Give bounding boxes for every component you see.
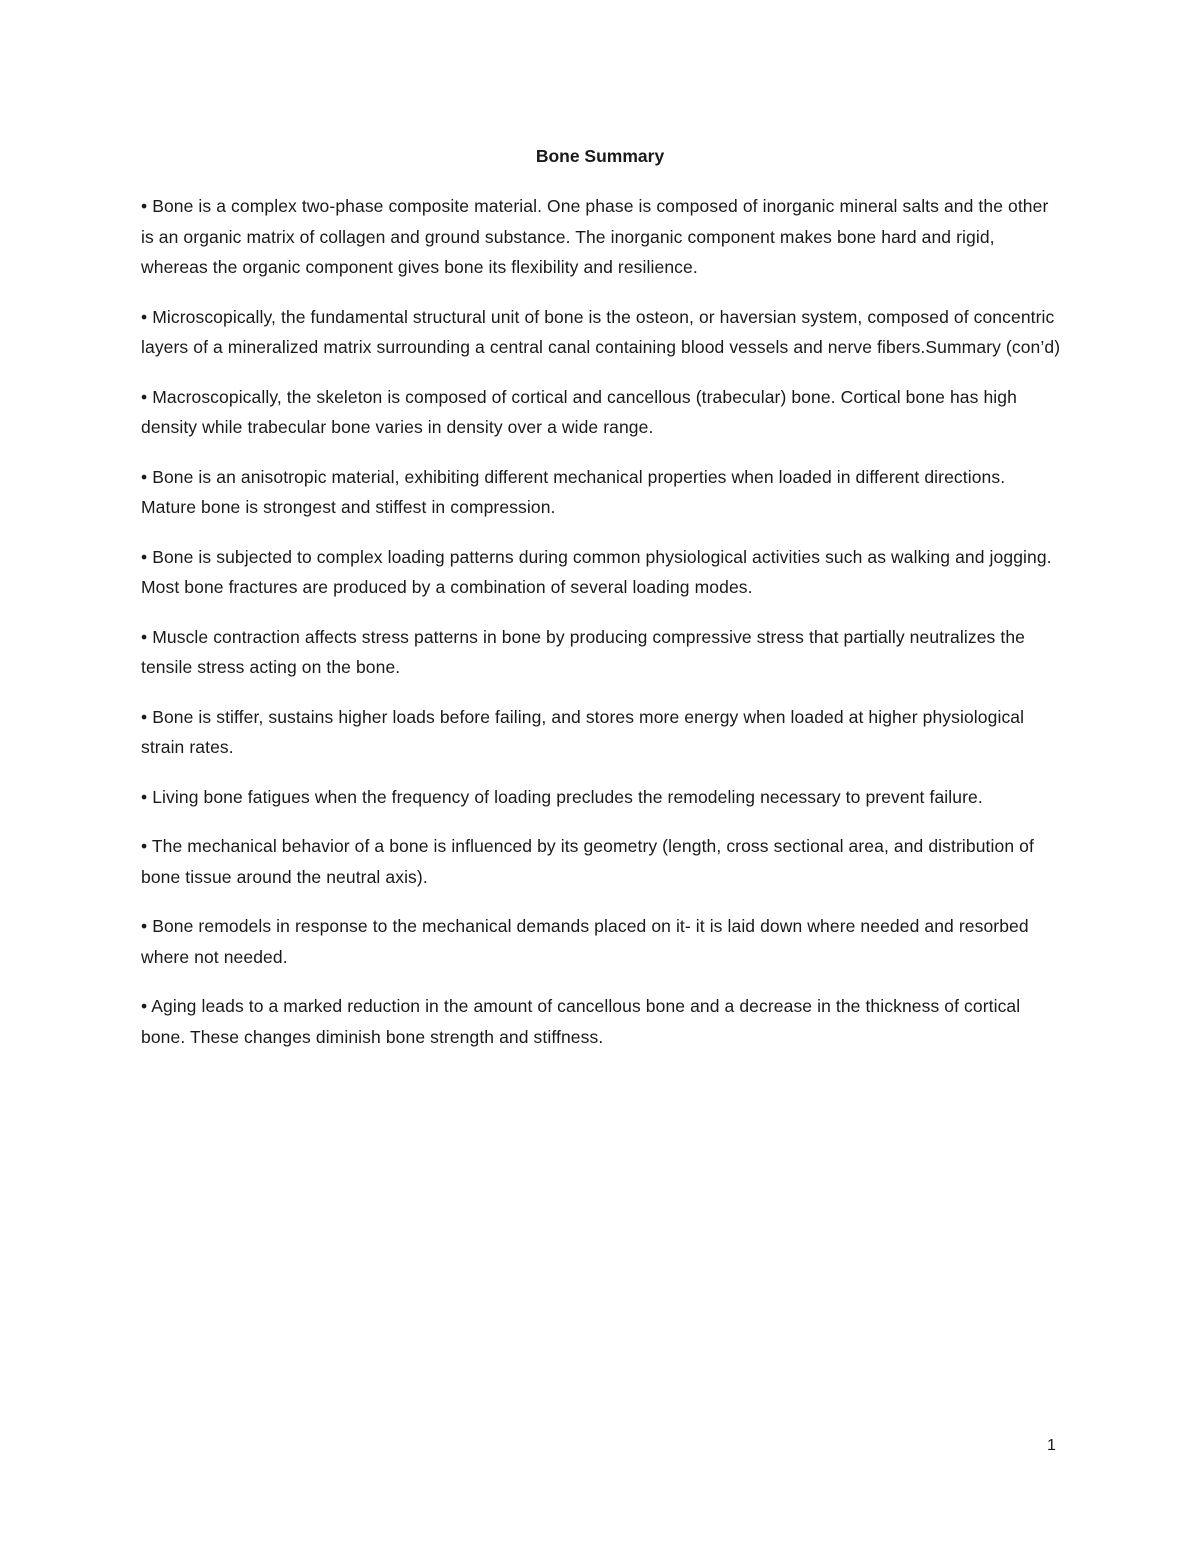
document-title: Bone Summary <box>535 146 665 166</box>
bullet-point-icon: • <box>141 786 148 807</box>
page-number: 1 <box>1047 1437 1056 1454</box>
bullet-item <box>141 622 1061 683</box>
bullet-text: Bone is an anisotropic material, exhibiting different mechanical properties when loaded in different directions. Mature bone is strongest and stiffest in compression. <box>141 466 1006 517</box>
bullet-item <box>141 462 1061 523</box>
bullet-item <box>141 991 1061 1052</box>
bullet-point-icon: • <box>141 916 148 936</box>
bullet-text: The mechanical behavior of a bone is influenced by its geometry (length, cross sectional area, and distribution of bone tissue around the neutral axis). <box>141 836 1034 887</box>
bullet-item <box>141 302 1061 363</box>
bullet-point-icon: • <box>141 196 148 216</box>
bullet-point-icon: • <box>141 386 148 407</box>
bullet-point-icon: • <box>141 836 148 856</box>
bullet-point-icon: • <box>141 996 148 1016</box>
bullet-text: Bone is stiffer, sustains higher loads before failing, and stores more energy when loaded at higher physiological strain rates. <box>141 706 1025 757</box>
bullet-item <box>141 542 1061 603</box>
bullet-text: Aging leads to a marked reduction in the amount of cancellous bone and a decrease in the thickness of cortical bone. These changes diminish bone strength and stiffness. <box>141 996 1021 1047</box>
bullet-item <box>141 191 1061 283</box>
summary-bullet-list <box>141 191 1061 1071</box>
bullet-text: Bone is a complex two-phase composite material. One phase is composed of inorganic mineral salts and the other is an organic matrix of collagen and ground substance. The inorganic component makes bone hard and rigid, whereas the organic component gives bone its flexibility and resilience. <box>141 196 1049 277</box>
bullet-item <box>141 382 1061 443</box>
bullet-item <box>141 782 1061 813</box>
bullet-point-icon: • <box>141 306 148 327</box>
bullet-text: Bone remodels in response to the mechanical demands placed on it- it is laid down where needed and resorbed where not needed. <box>141 916 1029 967</box>
bullet-item <box>141 702 1061 763</box>
bullet-item <box>141 911 1061 972</box>
bullet-point-icon: • <box>141 546 148 567</box>
bullet-item <box>141 831 1061 892</box>
bullet-point-icon: • <box>141 626 148 647</box>
bullet-point-icon: • <box>141 706 148 727</box>
bullet-text: Living bone fatigues when the frequency of loading precludes the remodeling necessary to prevent failure. <box>152 786 983 807</box>
bullet-text: Macroscopically, the skeleton is composed of cortical and cancellous (trabecular) bone. Cortical bone has high density while trabecular bone varies in density over a wide range. <box>141 386 1017 437</box>
bullet-text: Bone is subjected to complex loading patterns during common physiological activities such as walking and jogging. Most bone fractures are produced by a combination of several loading modes. <box>141 546 1052 597</box>
bullet-text: Microscopically, the fundamental structural unit of bone is the osteon, or haversian system, composed of concentric layers of a mineralized matrix surrounding a central canal containing blood vessels and nerve fibers.Summary (con’d) <box>141 306 1061 357</box>
bullet-point-icon: • <box>141 466 148 487</box>
bullet-text: Muscle contraction affects stress patterns in bone by producing compressive stress that partially neutralizes the tensile stress acting on the bone. <box>141 626 1025 677</box>
